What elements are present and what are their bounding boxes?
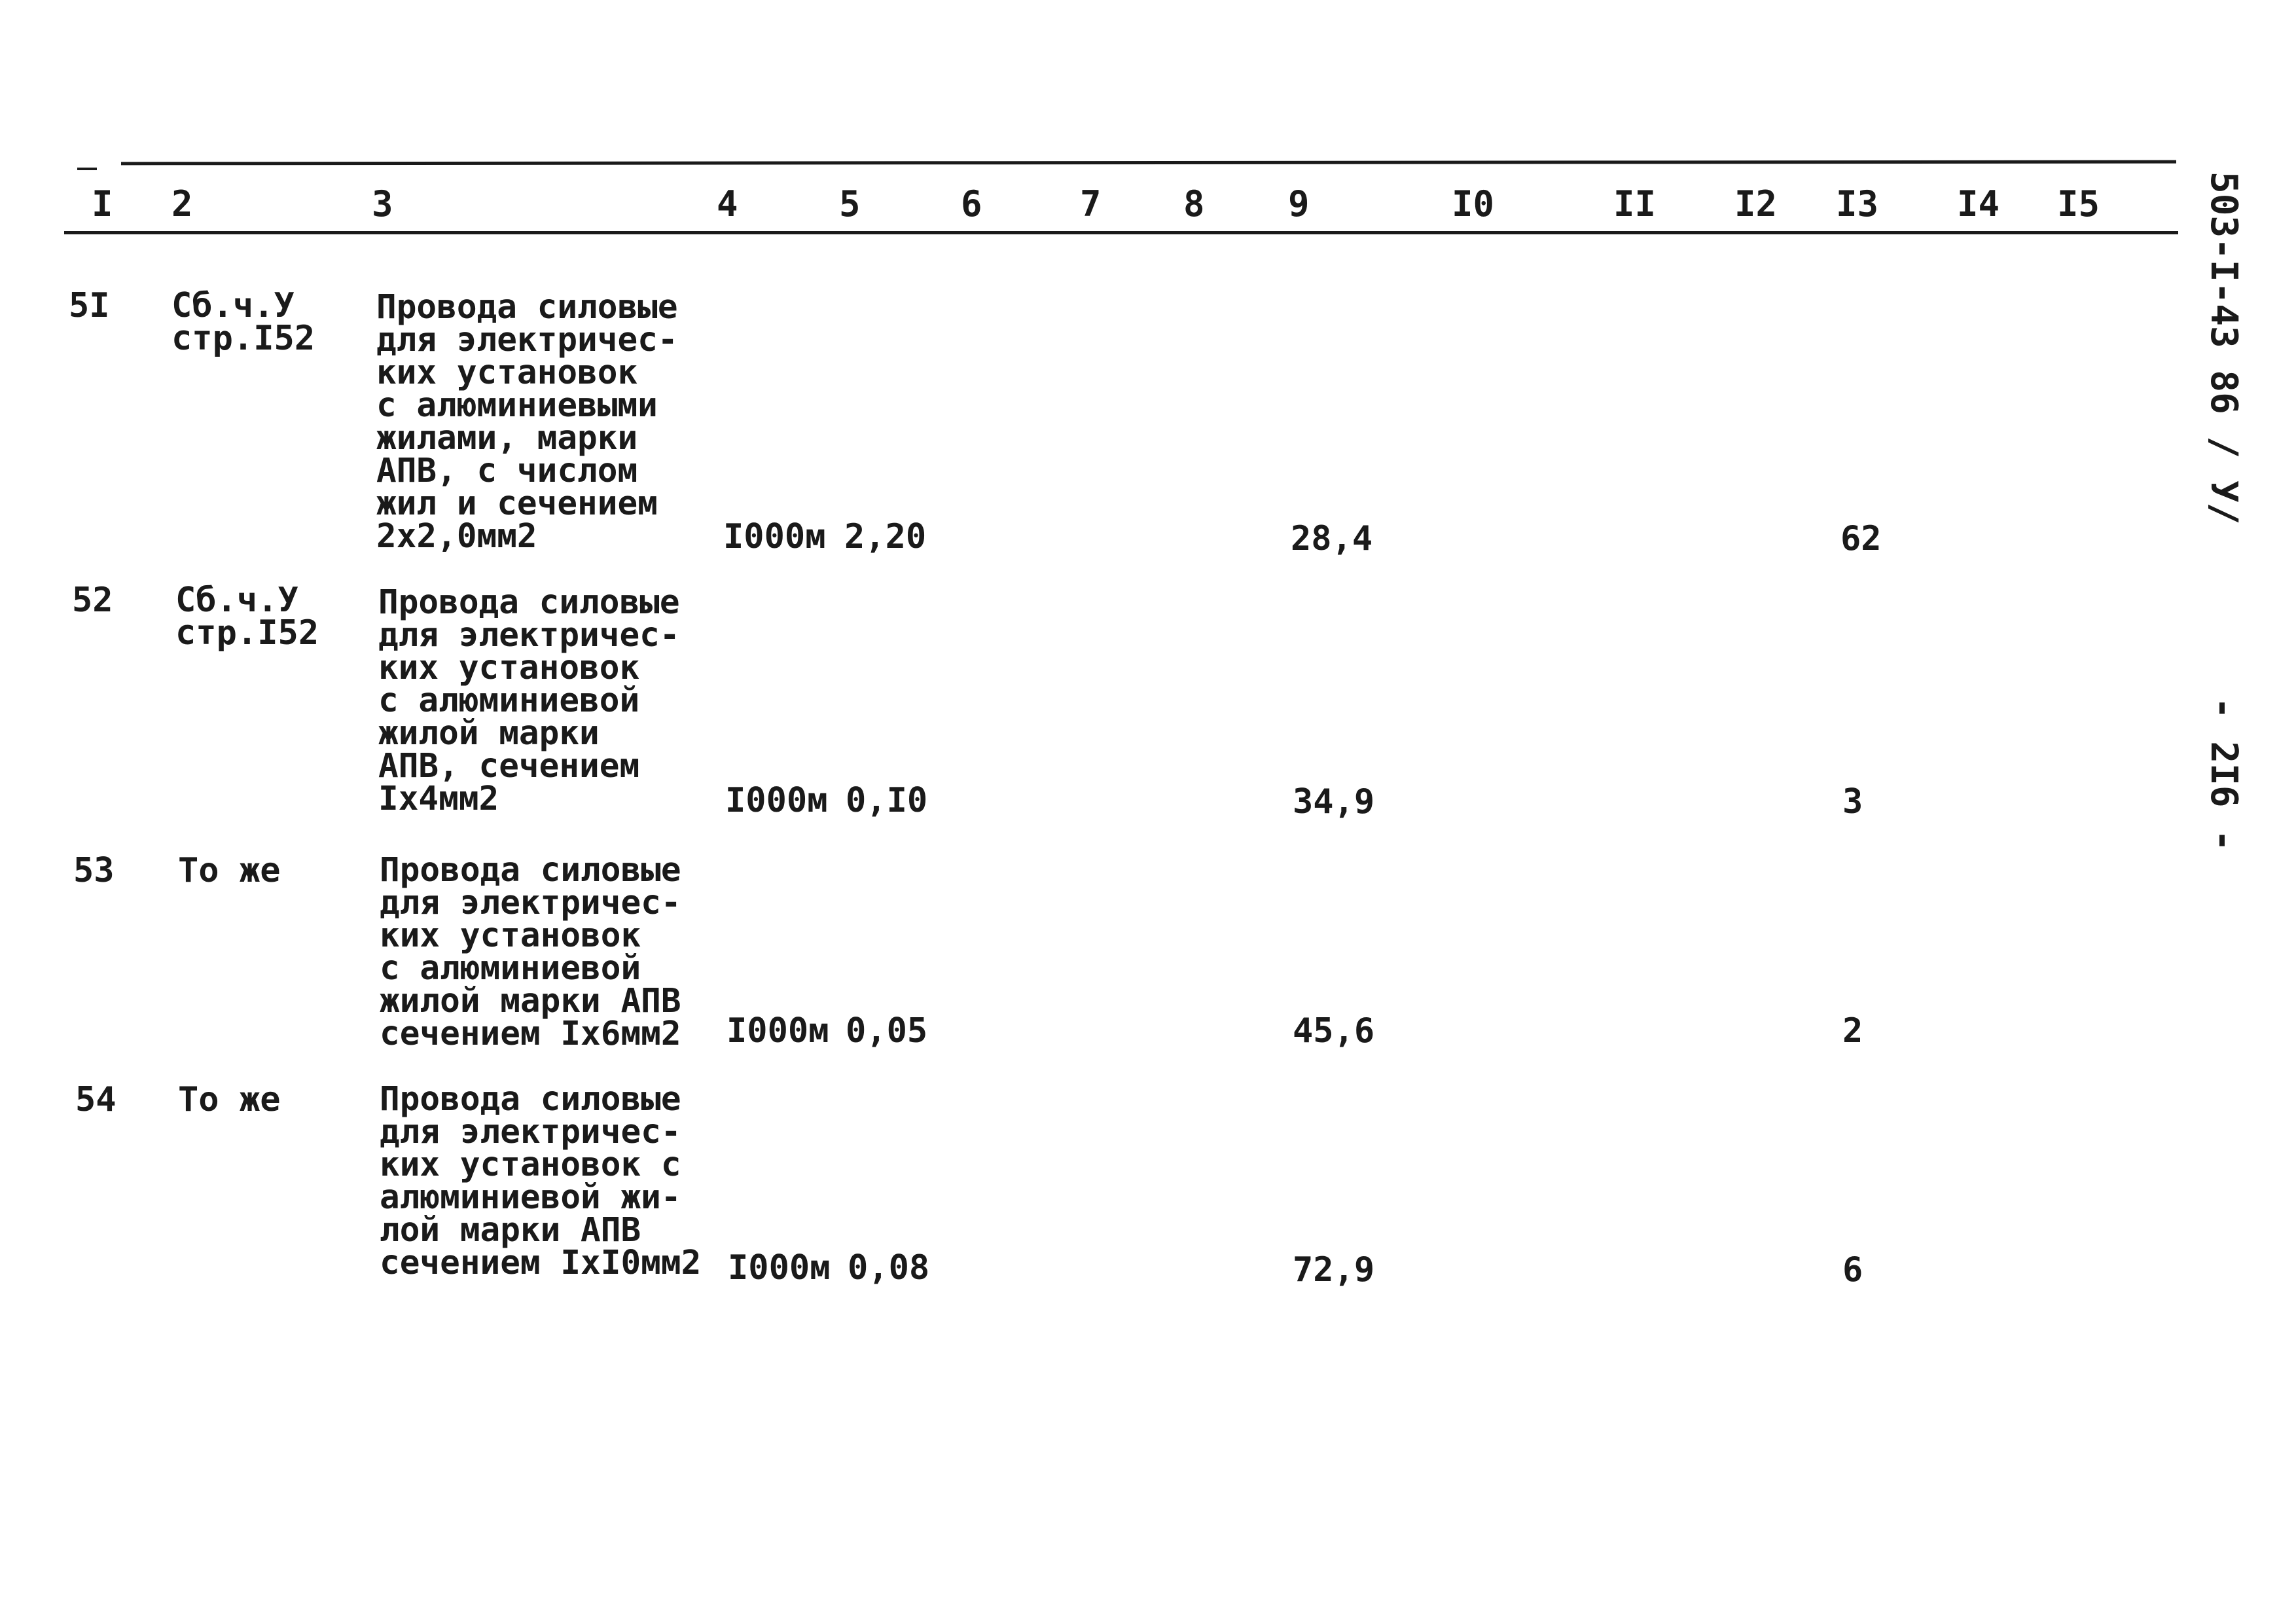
row-number: 53 (73, 851, 115, 890)
row-col9-value: 34,9 (1293, 782, 1375, 821)
row-unit: I000м (725, 781, 828, 820)
column-number: I3 (1836, 183, 1879, 225)
column-number: I5 (2057, 183, 2100, 225)
column-number: 9 (1288, 183, 1310, 225)
column-number: II (1613, 183, 1657, 225)
row-col13-value: 2 (1842, 1011, 1863, 1051)
column-number: 5 (839, 183, 861, 225)
row-col9-value: 72,9 (1293, 1250, 1375, 1290)
row-col13-value: 3 (1842, 782, 1863, 821)
row-quantity: 0,05 (846, 1011, 928, 1051)
column-number: 2 (171, 183, 193, 225)
column-number: I0 (1452, 183, 1495, 225)
row-col13-value: 62 (1840, 519, 1882, 558)
header-rule-left-mark (77, 168, 97, 170)
row-unit: I000м (728, 1248, 831, 1288)
column-number: 8 (1183, 183, 1205, 225)
column-number: 3 (372, 183, 393, 225)
row-source: Сб.ч.У стр.I52 (175, 581, 319, 653)
row-source: То же (178, 1080, 281, 1119)
column-number: 6 (961, 183, 982, 225)
row-quantity: 0,08 (848, 1248, 930, 1288)
row-unit: I000м (723, 517, 826, 556)
row-quantity: 0,I0 (846, 781, 928, 820)
column-number: I4 (1957, 183, 2000, 225)
row-number: 52 (72, 581, 113, 620)
header-top-rule (121, 160, 2176, 166)
row-source: Сб.ч.У стр.I52 (171, 286, 315, 358)
row-source: То же (178, 851, 281, 890)
row-col9-value: 28,4 (1291, 519, 1373, 558)
row-unit: I000м (726, 1011, 829, 1051)
row-number: 5I (69, 286, 110, 325)
row-description: Провода силовые для электричес- ких установок с алюминиевыми жилами, марки АПВ, с числом жил и сечением 2х2,0мм2 (376, 288, 678, 556)
column-number: 7 (1080, 183, 1102, 225)
row-quantity: 2,20 (844, 517, 927, 556)
column-number: 4 (717, 183, 738, 225)
row-description: Провода силовые для электричес- ких установок с алюминиевой жилой марки АПВ, сечением Iх4мм2 (378, 583, 680, 818)
row-col13-value: 6 (1842, 1250, 1863, 1290)
document-code: 503-I-43 86 / У/ (2202, 171, 2245, 525)
column-number: I2 (1734, 183, 1778, 225)
row-description: Провода силовые для электричес- ких установок с алюминиевой жилой марки АПВ сечением Iх6мм2 (380, 851, 681, 1053)
row-number: 54 (75, 1080, 117, 1119)
header-bottom-rule (64, 231, 2178, 234)
row-col9-value: 45,6 (1293, 1011, 1375, 1051)
row-description: Провода силовые для электричес- ких установок с алюминиевой жи- лой марки АПВ сечением IхI0мм2 (380, 1080, 702, 1282)
page-number: - 2I6 - (2202, 697, 2245, 852)
column-number: I (92, 183, 113, 225)
